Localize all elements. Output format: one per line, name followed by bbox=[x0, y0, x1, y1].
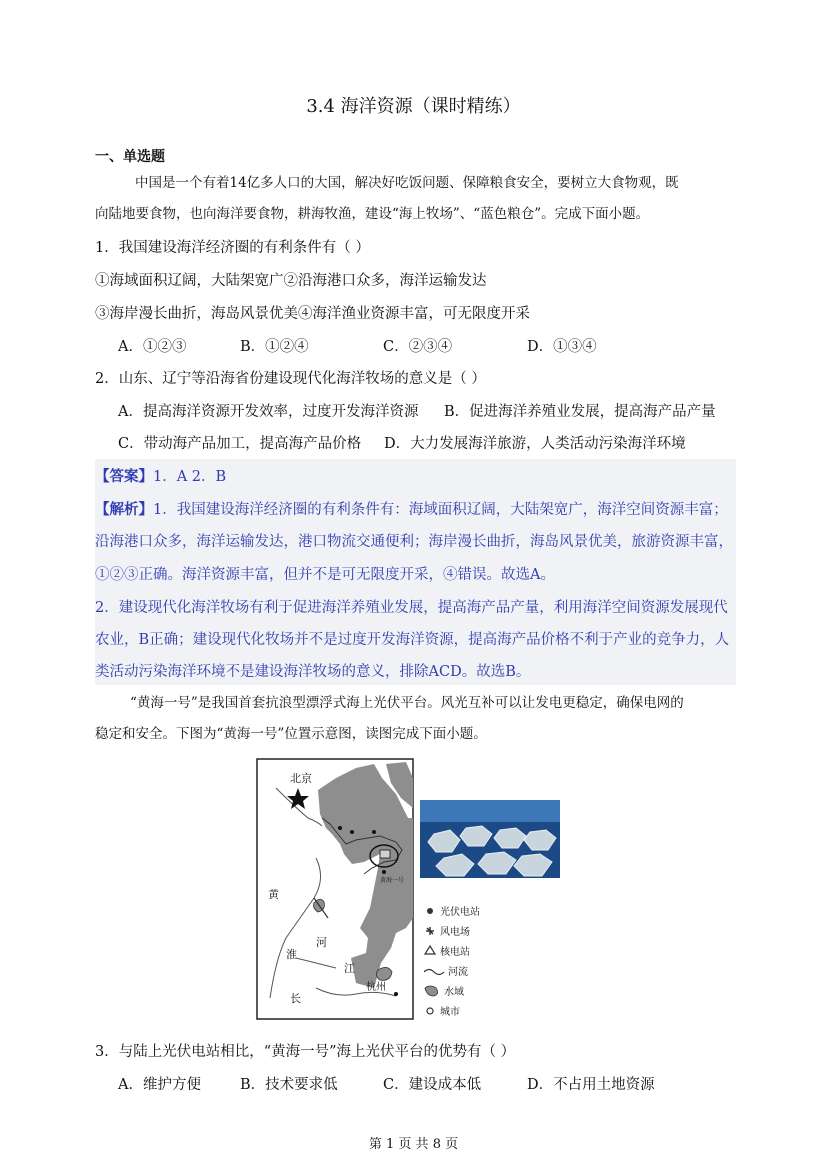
analysis-line1: 【解析】1．我国建设海洋经济圈的有利条件有：海域面积辽阔，大陆架宽广，海洋空间资源丰富； bbox=[95, 501, 728, 518]
platform-photo bbox=[420, 800, 560, 878]
q3-choice-c[interactable]: C．建设成本低 bbox=[383, 1077, 482, 1093]
legend-river-icon bbox=[424, 970, 444, 975]
section-heading: 一、单选题 bbox=[95, 149, 165, 165]
answer-line bbox=[95, 465, 226, 486]
analysis-line5: 农业，B正确；建设现代化牧场并不是过度开发海洋资源，提高海产品价格不利于产业的竞争力，人 bbox=[95, 632, 730, 648]
map-label-jiang: 江 bbox=[344, 962, 355, 975]
q3-choice-d[interactable]: D．不占用土地资源 bbox=[527, 1077, 655, 1093]
map-label-beijing: 北京 bbox=[290, 772, 312, 785]
intro2-line1: “黄海一号”是我国首套抗浪型漂浮式海上光伏平台。风光互补可以让发电更稳定，确保电网的 bbox=[130, 695, 684, 711]
analysis-line3: ①②③正确。海洋资源丰富，但并不是可无限度开采，④错误。故选A。 bbox=[95, 567, 555, 583]
legend-wind: 风电场 bbox=[440, 927, 470, 938]
legend-river: 河流 bbox=[448, 967, 468, 978]
page-footer: 第 1 页 共 8 页 bbox=[368, 1137, 459, 1152]
q2-choice-b[interactable]: B．促进海洋养殖业发展，提高海产品产量 bbox=[444, 404, 716, 420]
q1-choice-c[interactable]: C．②③④ bbox=[383, 339, 453, 355]
legend-water-icon bbox=[425, 986, 438, 996]
q2-choice-c[interactable]: C．带动海产品加工，提高海产品价格 bbox=[118, 436, 362, 452]
map-label-huang: 黄 bbox=[268, 888, 279, 901]
answer-text: 1．A 2．B bbox=[153, 469, 227, 485]
legend-pv: 光伏电站 bbox=[440, 907, 480, 918]
q3-stem: 3．与陆上光伏电站相比，“黄海一号”海上光伏平台的优势有（ ） bbox=[95, 1044, 516, 1060]
q2-choice-d[interactable]: D．大力发展海洋旅游，人类活动污染海洋环境 bbox=[384, 436, 686, 452]
analysis-line2: 沿海港口众多，海洋运输发达，港口物流交通便利；海岸漫长曲折，海岛风景优美，旅游资源丰富， bbox=[95, 534, 733, 550]
q1-stem: 1．我国建设海洋经济圈的有利条件有（ ） bbox=[95, 240, 370, 256]
legend-wind-icon bbox=[426, 927, 434, 935]
map-label-he: 河 bbox=[316, 936, 327, 949]
analysis-label: 【解析】 bbox=[95, 501, 153, 518]
analysis-line6: 类活动污染海洋环境不是建设海洋牧场的意义，排除ACD。故选B。 bbox=[95, 664, 531, 680]
q3-choice-b[interactable]: B．技术要求低 bbox=[240, 1077, 338, 1093]
map-legend bbox=[424, 904, 500, 1022]
q1-choice-d[interactable]: D．①③④ bbox=[527, 339, 597, 355]
legend-nuclear-icon bbox=[425, 946, 435, 954]
map-label-huanghai1: 黄海一号 bbox=[380, 877, 405, 884]
intro2-line2: 稳定和安全。下图为“黄海一号”位置示意图，读图完成下面小题。 bbox=[95, 726, 487, 742]
map-label-chang: 长 bbox=[290, 992, 301, 1005]
q1-option-line1: ①海域面积辽阔，大陆架宽广②沿海港口众多，海洋运输发达 bbox=[95, 273, 487, 289]
map-label-huai: 淮 bbox=[286, 948, 297, 961]
q2-stem: 2．山东、辽宁等沿海省份建设现代化海洋牧场的意义是（ ） bbox=[95, 371, 486, 387]
legend-water: 水域 bbox=[444, 987, 464, 998]
q1-choice-a[interactable]: A．①②③ bbox=[118, 339, 187, 355]
intro1-line2: 向陆地要食物，也向海洋要食物，耕海牧渔，建设“海上牧场”、“蓝色粮仓”。完成下面小题。 bbox=[95, 206, 650, 222]
page-title: 3.4 海洋资源（课时精练） bbox=[306, 96, 521, 117]
intro1-line1: 中国是一个有着14亿多人口的大国，解决好吃饭问题、保障粮食安全，要树立大食物观，既 bbox=[135, 175, 679, 191]
q1-option-line2: ③海岸漫长曲折，海岛风景优美④海洋渔业资源丰富，可无限度开采 bbox=[95, 306, 530, 322]
q2-choice-a[interactable]: A．提高海洋资源开发效率，过度开发海洋资源 bbox=[118, 404, 419, 420]
q3-choice-a[interactable]: A．维护方便 bbox=[118, 1077, 201, 1093]
map-label-hangzhou: 杭州 bbox=[366, 982, 386, 993]
legend-city-icon bbox=[427, 1008, 433, 1014]
answer-label: 【答案】 bbox=[95, 468, 153, 485]
location-map bbox=[256, 758, 414, 1020]
analysis-line4: 2．建设现代化海洋牧场有利于促进海洋养殖业发展，提高海产品产量，利用海洋空间资源发展现代 bbox=[95, 600, 728, 616]
legend-nuclear: 核电站 bbox=[440, 947, 470, 958]
legend-city: 城市 bbox=[440, 1007, 460, 1018]
legend-pv-icon bbox=[427, 908, 433, 914]
q1-choice-b[interactable]: B．①②④ bbox=[240, 339, 309, 355]
